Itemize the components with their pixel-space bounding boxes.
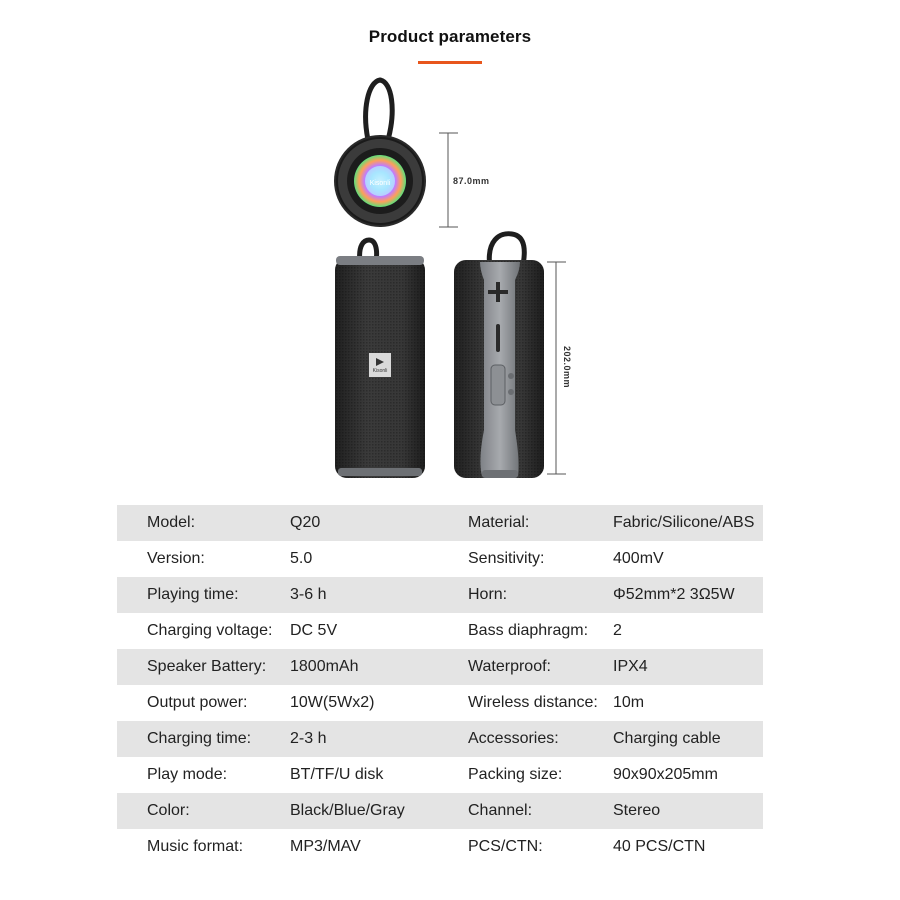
spec-value: BT/TF/U disk [290,766,384,783]
spec-value: Black/Blue/Gray [290,802,405,819]
spec-value: 10W(5Wx2) [290,694,375,711]
spec-label: Bass diaphragm: [468,622,589,639]
spec-value: IPX4 [613,658,648,675]
spec-value: 2-3 h [290,730,327,747]
spec-value: 10m [613,694,645,711]
spec-value: Fabric/Silicone/ABS [613,514,755,531]
svg-text:Kisonli: Kisonli [369,180,391,187]
spec-value: 1800mAh [290,658,359,675]
spec-value: 3-6 h [290,586,327,603]
spec-label: Playing time: [147,586,239,603]
spec-label: Accessories: [468,730,559,747]
spec-value: Q20 [290,514,321,531]
page-title: Product parameters [368,27,532,46]
spec-value: 400mV [613,550,664,567]
height-label: 202.0mm [562,346,572,389]
spec-value: 90x90x205mm [613,766,718,783]
spec-label: PCS/CTN: [468,838,543,855]
spec-value: 40 PCS/CTN [613,838,706,855]
spec-value: Stereo [613,802,661,819]
diameter-label: 87.0mm [453,176,490,186]
svg-text:Kisonli: Kisonli [372,368,388,374]
spec-label: Channel: [468,802,533,819]
table-row [117,577,763,613]
spec-value: Φ52mm*2 3Ω5W [613,586,735,603]
spec-value: DC 5V [290,622,338,639]
spec-label: Packing size: [468,766,563,783]
spec-value: Charging cable [613,730,721,747]
table-row [117,721,763,757]
speaker-top-view [334,80,426,227]
table-row [117,541,763,577]
speaker-front-view [335,240,425,478]
spec-value: 2 [613,622,622,639]
table-row [117,757,763,793]
table-row [117,505,763,541]
speaker-side-view [454,234,544,478]
specs-table [117,505,763,865]
spec-label: Sensitivity: [468,550,545,567]
spec-label: Version: [147,550,205,567]
spec-label: Output power: [147,694,248,711]
spec-label: Speaker Battery: [147,658,267,675]
spec-label: Model: [147,514,196,531]
spec-label: Waterproof: [468,658,551,675]
table-row [117,793,763,829]
spec-value: MP3/MAV [290,838,361,855]
spec-label: Horn: [468,586,508,603]
spec-label: Charging time: [147,730,252,747]
spec-label: Play mode: [147,766,228,783]
spec-label: Charging voltage: [147,622,273,639]
table-row [117,829,763,865]
table-row [117,649,763,685]
spec-label: Music format: [147,838,244,855]
table-row [117,685,763,721]
spec-value: 5.0 [290,550,313,567]
spec-label: Wireless distance: [468,694,598,711]
spec-label: Material: [468,514,530,531]
table-row [117,613,763,649]
spec-label: Color: [147,802,190,819]
